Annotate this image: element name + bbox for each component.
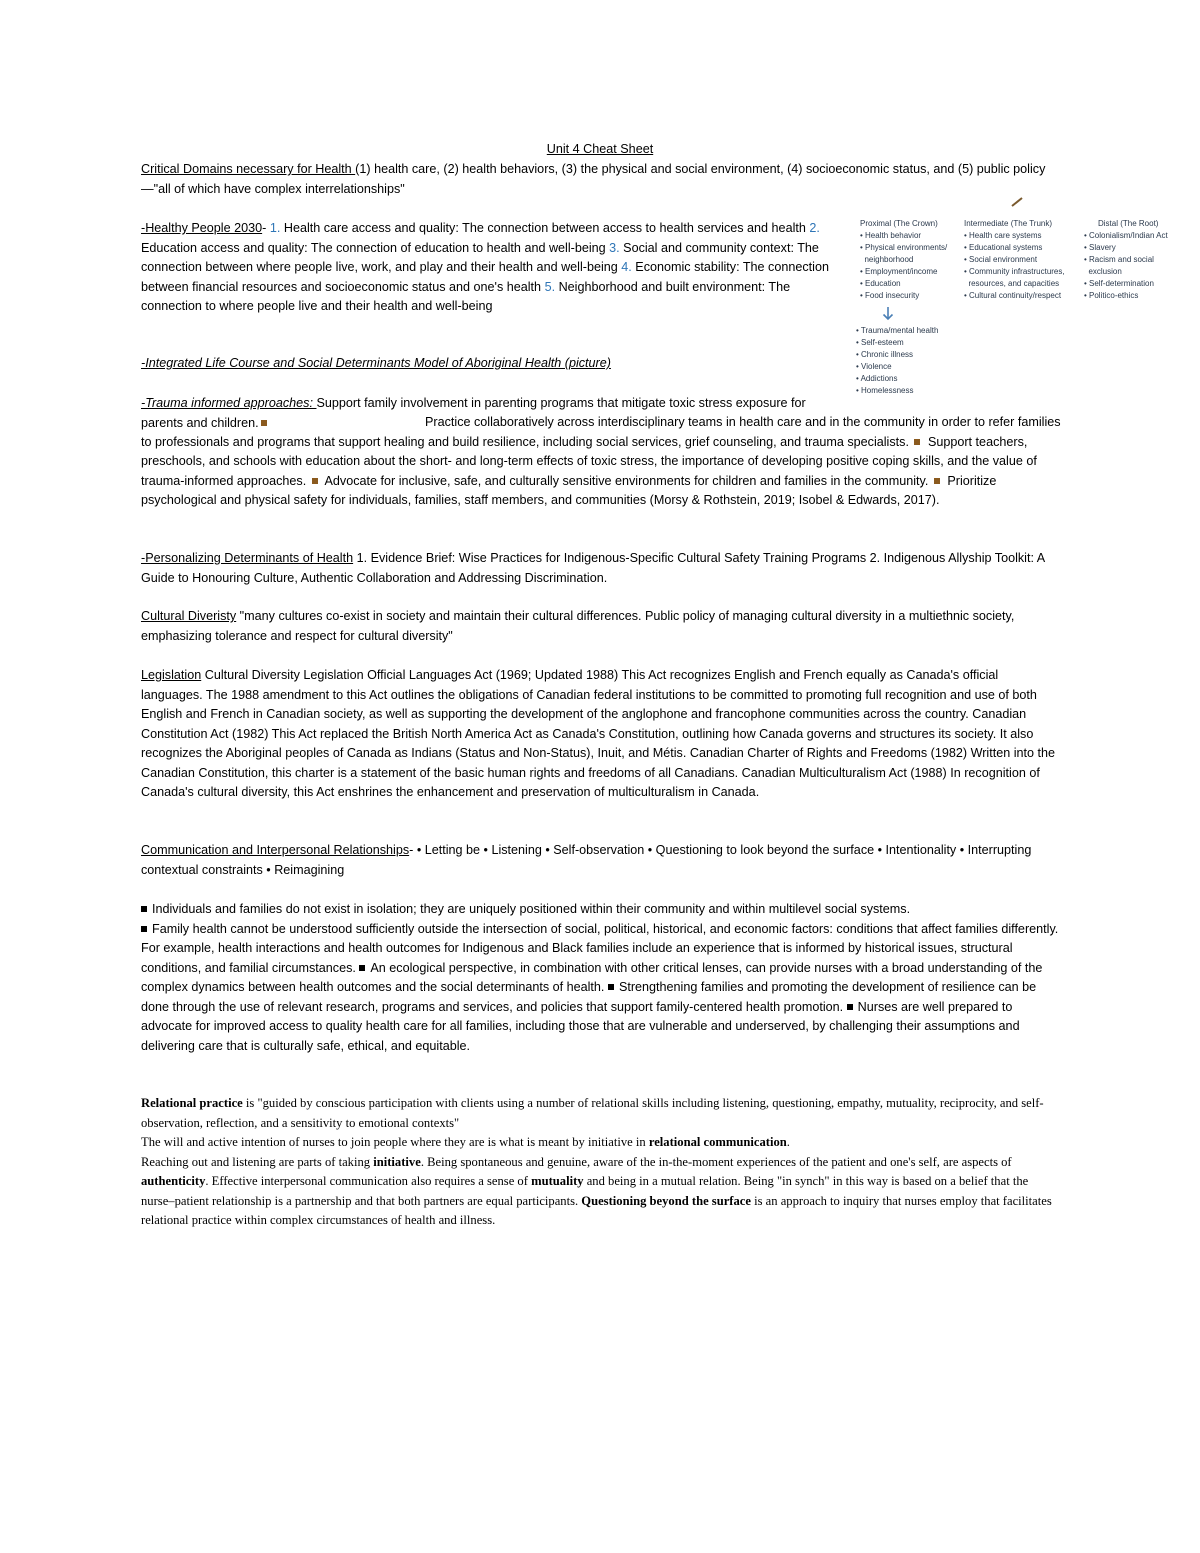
personalizing-text: 1. Evidence Brief: Wise Practices for Indigenous-Specific Cultural Safety Training Programs 2. Indigenous Allyship Toolkit: A Guide to Honouring Culture, Authentic Collaboration and Addressing Discrimination. [141, 551, 1045, 585]
initiative-term: initiative [373, 1154, 421, 1169]
ecological-paragraph [141, 900, 1061, 1056]
page-title: Unit 4 Cheat Sheet [546, 142, 654, 156]
square-bullet-icon [359, 965, 365, 971]
proximal-item: • Health behavior [860, 231, 922, 240]
intermediate-item: • Cultural continuity/respect [964, 291, 1062, 300]
personalizing-paragraph [141, 549, 1061, 588]
critical-domains-text: (1) health care, (2) health behaviors, (3) the physical and social environment, (4) socioeconomic status, and (5) public policy—"all of which have complex interrelationships" [141, 162, 1046, 196]
proximal-item: • Physical environments/ [860, 243, 948, 252]
intermediate-item: • Social environment [964, 255, 1038, 264]
intermediate-title: Intermediate (The Trunk) [964, 219, 1053, 228]
relational-text-3: Reaching out and listening are parts of taking [141, 1154, 374, 1169]
outcome-item: • Homelessness [856, 386, 914, 395]
integrated-model-heading: -Integrated Life Course and Social Determinants Model of Aboriginal Health (picture) [141, 356, 611, 370]
arrow-down-icon [882, 306, 894, 322]
ecological-item-2: Family health cannot be understood sufficiently outside the intersection of social, political, historical, and economic factors: conditions that affect families differently. For example, health interactions and health outcomes for Indigenous and Black families include an experience that is informed by historical issues, structural conditions, and familial circumstances. [141, 921, 1059, 975]
relational-text-6: and being in a mutual relation. Being "in synch" in this way is based on a belief that the nurse–patient relationship is a partnership and that both partners are equal participants. [141, 1174, 1029, 1208]
relational-communication-term: relational communication [648, 1135, 787, 1149]
outcome-item: • Violence [856, 362, 892, 371]
relational-practice-term: Relational practice [141, 1096, 243, 1110]
healthy-item-1: Health care access and quality: The connection between access to health services and health [280, 221, 810, 235]
square-bullet-icon [141, 906, 147, 912]
ecological-item-4: Strengthening families and promoting the development of resilience can be done through the use of relevant research, programs and services, and policies that support family-centered health promotion. [141, 980, 1037, 1014]
relational-text-2-end: . [786, 1135, 790, 1149]
legislation-paragraph [141, 666, 1061, 803]
square-bullet-icon [312, 478, 318, 484]
distal-item: • Slavery [1084, 243, 1116, 252]
trauma-item-2: Practice collaboratively across interdisciplinary teams in health care and in the community in order to refer families to professionals and programs that support healing and build resilience, including social services, grief counseling, and trauma specialists. [141, 415, 1061, 449]
item-number-4: 4. [621, 260, 632, 274]
outcome-item: • Chronic illness [856, 350, 914, 359]
legislation-text: Cultural Diversity Legislation Official Languages Act (1969; Updated 1988) This Act recognizes English and French equally as Canada's official languages. The 1988 amendment to this Act outlines the obligations of Canadian federal institutions to be committed to promoting full recognition and use of both English and French in Canadian society, as well as supporting the development of the anglophone and francophone communities across the country. Canadian Constitution Act (1982) This Act replaced the British North America Act as Canada's Constitution, outlining how Canada governs and structures its society. It also recognizes the Aboriginal peoples of Canada as Indians (Status and Non-Status), Inuit, and Métis. Canadian Charter of Rights and Freedoms (1982) Written into the Canadian Constitution, this charter is a statement of the basic human rights and freedoms of all Canadians. Canadian Multiculturalism Act (1988) In recognition of Canada's cultural diversity, this Act enshrines the enhancement and preservation of multiculturalism in Canada. [141, 668, 1056, 799]
square-bullet-icon [141, 926, 147, 932]
trauma-heading: -Trauma informed approaches: [141, 396, 317, 410]
communication-heading: Communication and Interpersonal Relationships [141, 843, 410, 857]
ecological-item-5: Nurses are well prepared to advocate for improved access to quality health care for all families, including those that are vulnerable and underserved, by challenging their assumptions and delivering care that is culturally safe, ethical, and equitable. [141, 999, 1020, 1053]
square-bullet-icon [608, 984, 614, 990]
item-number-2: 2. [809, 221, 820, 235]
proximal-item: • Food insecurity [860, 291, 920, 300]
trauma-item-4: Advocate for inclusive, safe, and culturally sensitive environments for children and families in the community. [321, 473, 932, 488]
healthy-item-3: Social and community context: The connection between where people live, work, and play and their health and well-being [141, 240, 819, 274]
healthy-item-5: Neighborhood and built environment: The connection to where people live and their health and well-being [141, 279, 791, 313]
communication-text: - • Letting be • Listening • Self-observation • Questioning to look beyond the surface • Intentionality • Interrupting contextual constraints • Reimagining [141, 843, 1032, 877]
healthy-item-4: Economic stability: The connection between financial resources and socioeconomic status and one's health [141, 260, 829, 294]
proximal-column [860, 218, 947, 302]
personalizing-heading: -Personalizing Determinants of Health [141, 551, 354, 565]
distal-item: • Self-determination [1084, 279, 1154, 288]
intermediate-column [964, 218, 1065, 302]
aboriginal-health-model-figure [856, 218, 1200, 398]
healthy-item-2: Education access and quality: The connection of education to health and well-being [141, 240, 610, 255]
relational-text-7: is an approach to inquiry that nurses employ that facilitates relational practice within complex circumstances of health and illness. [141, 1193, 1052, 1227]
trauma-item-1: Support family involvement in parenting programs that mitigate toxic stress exposure for parents and children. [141, 396, 806, 430]
relational-paragraph [141, 1094, 1061, 1231]
trauma-item-5: Prioritize psychological and physical safety for individuals, families, staff members, and communities (Morsy & Rothstein, 2019; Isobel & Edwards, 2017). [141, 473, 997, 507]
cultural-diversity-text: "many cultures co-exist in society and maintain their cultural differences. Public policy of managing cultural diversity in a multiethnic society, emphasizing tolerance and respect for cultural diversity" [141, 609, 1015, 643]
relational-text-4: . Being spontaneous and genuine, aware of the in-the-moment experiences of the patient and one's self, are aspects of [420, 1154, 1012, 1169]
proximal-item: • Education [860, 279, 901, 288]
proximal-item: neighborhood [860, 255, 914, 264]
healthy-people-heading: -Healthy People 2030 [141, 221, 263, 235]
questioning-term: Questioning beyond the surface [581, 1193, 751, 1208]
intermediate-item: • Educational systems [964, 243, 1043, 252]
relational-text-5: . Effective interpersonal communication also requires a sense of [205, 1174, 532, 1188]
intermediate-item: resources, and capacities [964, 279, 1060, 288]
trauma-continued-paragraph [141, 413, 1061, 511]
outcome-item: • Self-esteem [856, 338, 904, 347]
distal-item: exclusion [1084, 267, 1122, 276]
item-number-5: 5. [544, 279, 556, 294]
relational-text-2: The will and active intention of nurses to join people where they are is what is meant by initiative in [141, 1135, 649, 1149]
proximal-item: • Employment/income [860, 267, 938, 276]
item-number-1: 1. [269, 221, 281, 235]
distal-item: • Politico-ethics [1084, 291, 1139, 300]
outcome-item: • Trauma/mental health [856, 326, 939, 335]
trauma-item-3: Support teachers, preschools, and schools with education about the short- and long-term effects of toxic stress, the importance of developing positive coping skills, and the value of trauma-informed approaches. [141, 434, 1037, 488]
ecological-item-3: An ecological perspective, in combination with other critical lenses, can provide nurses with a broad understanding of the complex dynamics between health outcomes and the social determinants of health. [141, 960, 1043, 994]
intermediate-item: • Health care systems [964, 231, 1042, 240]
legislation-heading: Legislation [141, 668, 202, 682]
cultural-diversity-paragraph [141, 607, 1061, 646]
cultural-diversity-heading: Cultural Diveristy [141, 609, 237, 623]
healthy-dash: - [262, 221, 270, 235]
distal-item: • Colonialism/Indian Act [1084, 231, 1168, 240]
intermediate-item: • Community infrastructures, [964, 267, 1065, 276]
mutuality-term: mutuality [531, 1174, 584, 1188]
item-number-3: 3. [609, 240, 620, 255]
healthy-people-paragraph [141, 219, 831, 317]
ecological-item-1: Individuals and families do not exist in isolation; they are uniquely positioned within their community and within multilevel social systems. [152, 902, 911, 916]
communication-paragraph [141, 841, 1061, 880]
distal-column [1084, 218, 1168, 302]
pencil-icon [1010, 196, 1024, 208]
square-bullet-icon [914, 439, 920, 445]
distal-title: Distal (The Root) [1098, 219, 1159, 228]
outcomes-list [856, 325, 938, 397]
critical-domains-heading: Critical Domains necessary for Health [141, 162, 356, 176]
authenticity-term: authenticity [141, 1174, 206, 1188]
critical-domains-paragraph [141, 160, 1061, 199]
square-bullet-icon [934, 478, 940, 484]
proximal-title: Proximal (The Crown) [860, 219, 938, 228]
square-bullet-icon [847, 1004, 853, 1010]
outcome-item: • Addictions [856, 374, 898, 383]
distal-item: • Racism and social [1084, 255, 1154, 264]
relational-text-1: is "guided by conscious participation with clients using a number of relational skills including listening, questioning, empathy, mutuality, reciprocity, and self-observation, reflection, and a sensitivity to emotional contexts" [141, 1096, 1044, 1130]
